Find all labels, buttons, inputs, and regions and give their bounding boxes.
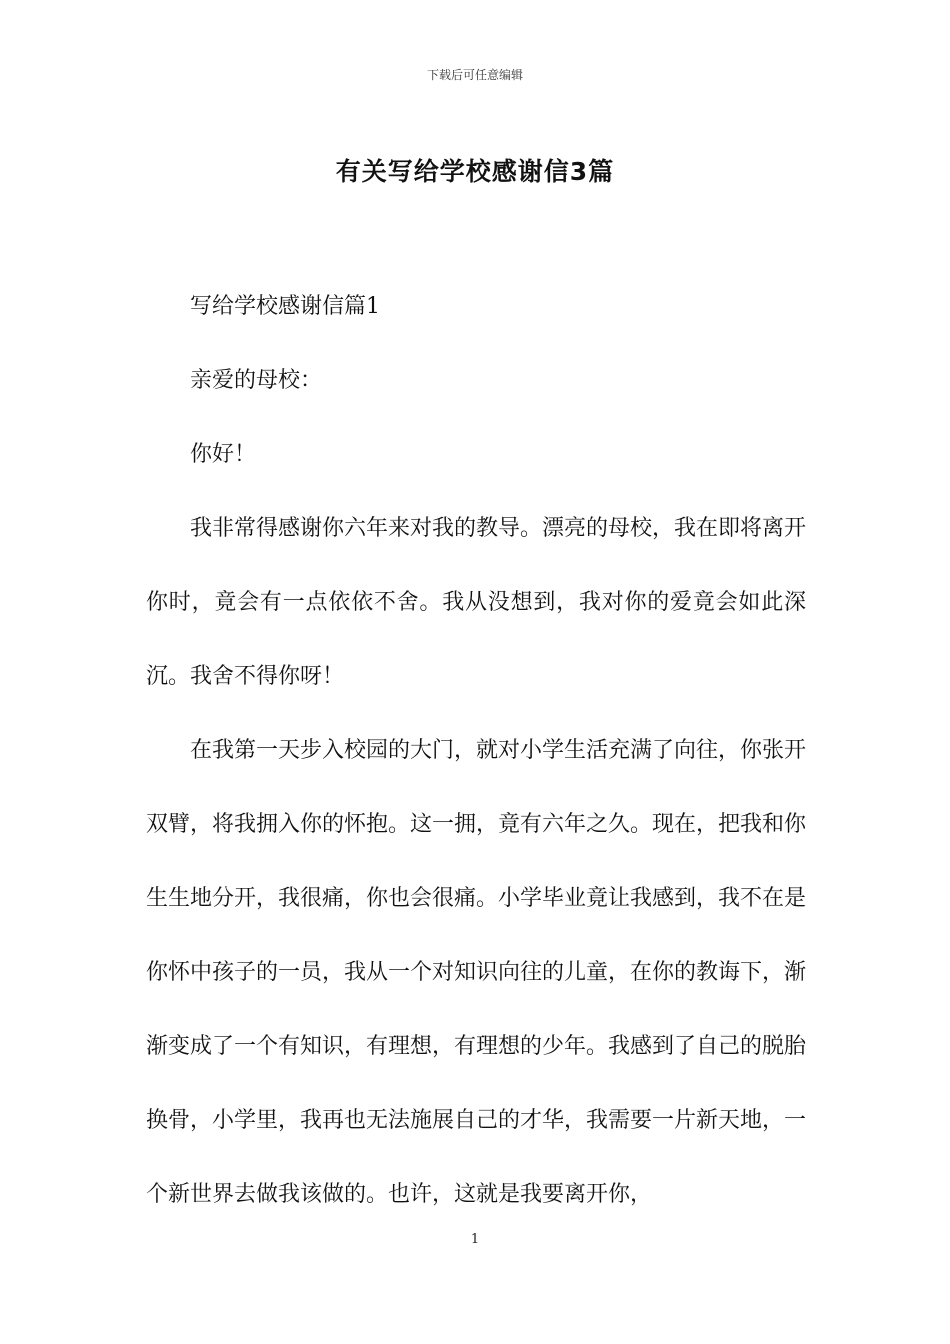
body-paragraph: 我非常得感谢你六年来对我的教导。漂亮的母校，我在即将离开你时，竟会有一点依依不舍。我从没想到，我对你的爱竟会如此深沉。我舍不得你呀！ — [146, 516, 807, 689]
header-note: 下载后可任意编辑 — [426, 68, 523, 82]
greeting: 你好！ — [190, 442, 257, 467]
document-title: 有关写给学校感谢信3篇 — [335, 157, 615, 186]
page-number: 1 — [470, 1232, 480, 1247]
body-paragraph: 在我第一天步入校园的大门，就对小学生活充满了向往，你张开双臂，将我拥入你的怀抱。这一拥，竟有六年之久。现在，把我和你生生地分开，我很痛，你也会很痛。小学毕业竟让我感到，我不在是你怀中孩子的一员，我从一个对知识向往的儿童，在你的教诲下，渐渐变成了一个有知识，有理想，有理想的少年。我感到了自己的脱胎换骨，小学里，我再也无法施展自己的才华，我需要一片新天地，一个新世界去做我该做的。也许，这就是我要离开你， — [146, 738, 807, 1207]
salutation: 亲爱的母校： — [190, 368, 323, 393]
section-heading: 写给学校感谢信篇1 — [190, 294, 380, 319]
document-body — [146, 270, 806, 1232]
